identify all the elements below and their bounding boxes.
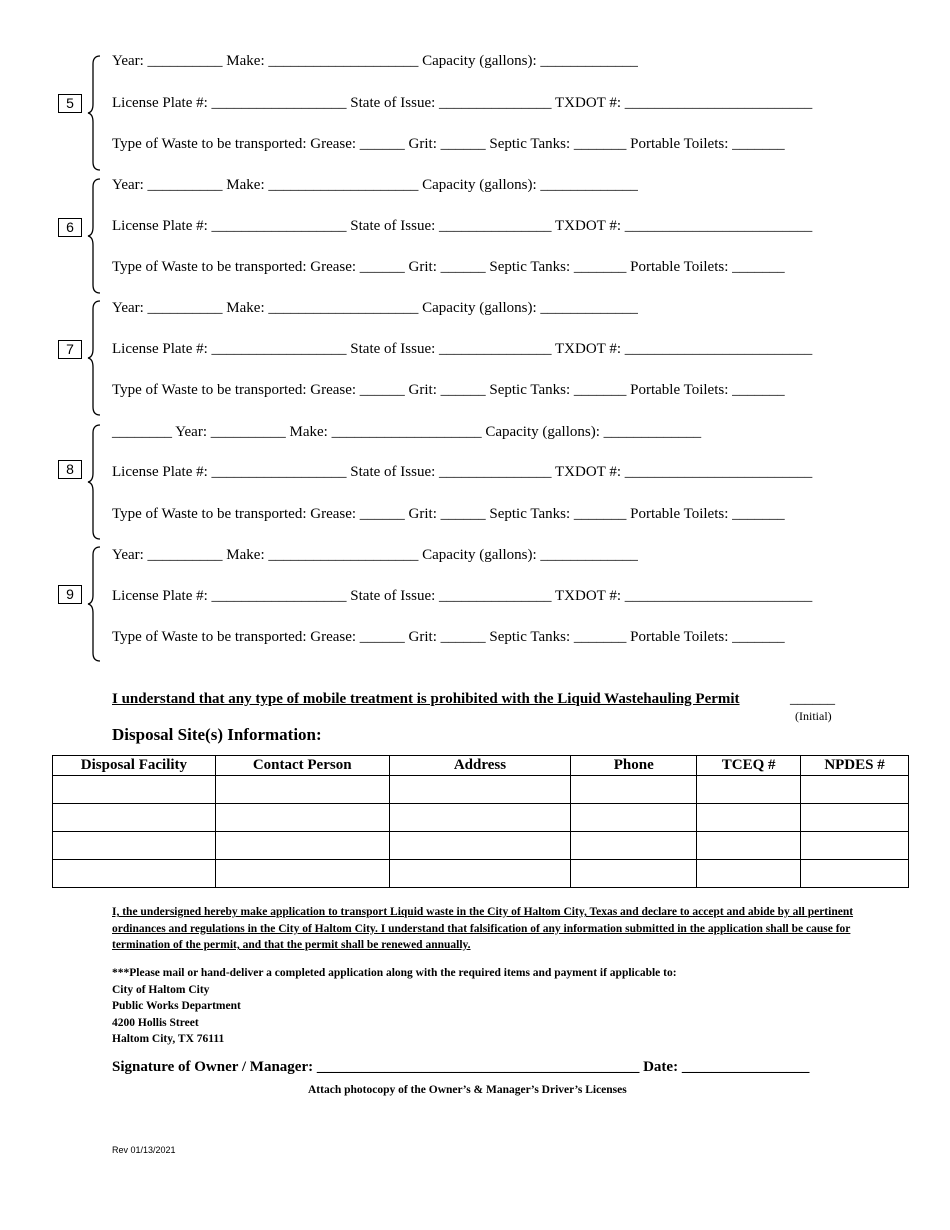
vehicle-row-plate-state-txdot[interactable]: License Plate #: __________________ State of Issue: _______________ TXDOT #: _________________________ [112,218,813,234]
vehicle-row-year-make-capacity[interactable]: Year: __________ Make: ____________________ Capacity (gallons): _____________ [112,300,638,316]
table-cell[interactable] [801,776,909,804]
vehicle-row-waste-type[interactable]: Type of Waste to be transported: Grease: ______ Grit: ______ Septic Tanks: _______ Portable Toilets: _______ [112,629,785,645]
date-label: Date: [643,1059,679,1075]
mailing-info [112,965,677,1048]
table-cell[interactable] [697,832,801,860]
disposal-table [52,755,909,888]
vehicle-row-year-make-capacity[interactable]: ________ Year: __________ Make: ____________________ Capacity (gallons): _____________ [112,424,702,440]
table-header-row [53,756,909,776]
table-row [53,804,909,832]
table-cell[interactable] [53,804,216,832]
brace-6 [86,178,102,294]
brace-9 [86,546,102,662]
table-cell[interactable] [53,860,216,888]
table-cell[interactable] [215,804,389,832]
vehicle-row-plate-state-txdot[interactable]: License Plate #: __________________ State of Issue: _______________ TXDOT #: _________________________ [112,588,813,604]
brace-7 [86,300,102,416]
vehicle-number-box: 8 [58,460,82,479]
table-row [53,832,909,860]
vehicle-row-year-make-capacity[interactable]: Year: __________ Make: ____________________ Capacity (gallons): _____________ [112,547,638,563]
revision-date: Rev 01/13/2021 [112,1145,176,1155]
vehicle-row-plate-state-txdot[interactable]: License Plate #: __________________ State of Issue: _______________ TXDOT #: _________________________ [112,95,813,111]
table-row [53,776,909,804]
mobile-treatment-statement: I understand that any type of mobile treatment is prohibited with the Liquid Wastehauling Permit [112,691,740,707]
mailing-line-department: Public Works Department [112,1000,241,1012]
declaration-text: I, the undersigned hereby make application to transport Liquid waste in the City of Haltom City, Texas and declare to accept and abide by all pertinent ordinances and regulations in the City of Haltom City. I understand that falsification of any information submitted in the application shall be cause for termination of the permit, and that the permit shall be renewed annually. [112,906,854,951]
col-disposal-facility: Disposal Facility [53,756,216,776]
mailing-instruction: ***Please mail or hand-deliver a completed application along with the required items and payment if applicable to: [112,967,677,979]
table-cell[interactable] [697,860,801,888]
table-cell[interactable] [571,804,697,832]
brace-5 [86,55,102,171]
col-npdes: NPDES # [801,756,909,776]
table-cell[interactable] [571,860,697,888]
brace-8 [86,424,102,540]
signature-field[interactable]: ___________________________________________ [316,1059,640,1075]
mailing-line-street: 4200 Hollis Street [112,1016,199,1029]
vehicle-row-waste-type[interactable]: Type of Waste to be transported: Grease: ______ Grit: ______ Septic Tanks: _______ Portable Toilets: _______ [112,382,785,398]
signature-label: Signature of Owner / Manager: [112,1059,314,1075]
vehicle-row-year-make-capacity[interactable]: Year: __________ Make: ____________________ Capacity (gallons): _____________ [112,177,638,193]
col-phone: Phone [571,756,697,776]
col-address: Address [389,756,571,776]
table-cell[interactable] [801,860,909,888]
table-cell[interactable] [389,832,571,860]
vehicle-row-plate-state-txdot[interactable]: License Plate #: __________________ State of Issue: _______________ TXDOT #: _________________________ [112,341,813,357]
table-cell[interactable] [389,804,571,832]
col-tceq: TCEQ # [697,756,801,776]
initial-field[interactable]: ______ [790,691,835,707]
table-cell[interactable] [801,832,909,860]
vehicle-row-waste-type[interactable]: Type of Waste to be transported: Grease: ______ Grit: ______ Septic Tanks: _______ Portable Toilets: _______ [112,136,785,152]
vehicle-row-year-make-capacity[interactable]: Year: __________ Make: ____________________ Capacity (gallons): _____________ [112,53,638,69]
table-cell[interactable] [697,776,801,804]
date-field[interactable]: _________________ [681,1059,810,1075]
signature-line [112,1059,809,1076]
table-cell[interactable] [801,804,909,832]
vehicle-number-box: 5 [58,94,82,113]
disposal-heading: Disposal Site(s) Information: [112,725,322,744]
mailing-line-city: City of Haltom City [112,983,210,996]
table-cell[interactable] [389,860,571,888]
vehicle-number-box: 6 [58,218,82,237]
vehicle-number-box: 7 [58,340,82,359]
initial-label: (Initial) [795,709,832,723]
vehicle-row-waste-type[interactable]: Type of Waste to be transported: Grease: ______ Grit: ______ Septic Tanks: _______ Portable Toilets: _______ [112,259,785,275]
vehicle-row-plate-state-txdot[interactable]: License Plate #: __________________ State of Issue: _______________ TXDOT #: _________________________ [112,464,813,480]
table-cell[interactable] [389,776,571,804]
table-cell[interactable] [215,776,389,804]
attach-license-note: Attach photocopy of the Owner’s & Manager’s Driver’s Licenses [308,1084,627,1096]
table-cell[interactable] [215,832,389,860]
table-cell[interactable] [697,804,801,832]
vehicle-number-box: 9 [58,585,82,604]
table-cell[interactable] [571,832,697,860]
vehicle-row-waste-type[interactable]: Type of Waste to be transported: Grease: ______ Grit: ______ Septic Tanks: _______ Portable Toilets: _______ [112,506,785,522]
table-cell[interactable] [571,776,697,804]
table-cell[interactable] [215,860,389,888]
mailing-line-city-state-zip: Haltom City, TX 76111 [112,1033,225,1045]
table-cell[interactable] [53,776,216,804]
table-row [53,860,909,888]
table-cell[interactable] [53,832,216,860]
col-contact-person: Contact Person [215,756,389,776]
